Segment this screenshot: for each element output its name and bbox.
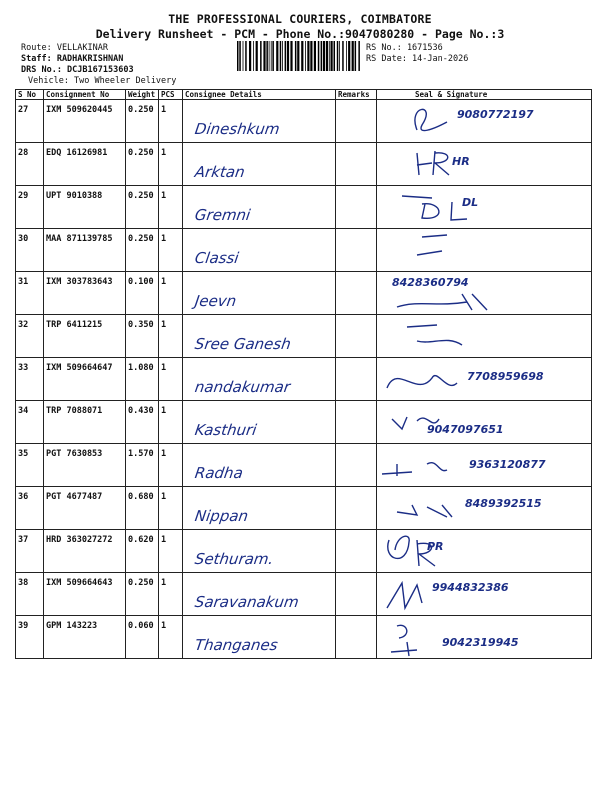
consignee-cell [183,530,336,573]
staff-label: Staff: RADHAKRISHNAN [21,54,124,64]
remarks-cell [336,229,377,272]
consignee-cell [183,186,336,229]
remarks-cell [336,444,377,487]
consignment-no: UPT 9010388 [44,186,126,229]
signature-note: 9363120877 [469,458,546,471]
weight-value: 0.620 [126,530,159,573]
handwritten-signature [377,401,561,443]
pcs-value: 1 [159,186,183,229]
consignee-name: Kasthuri [193,421,258,439]
remarks-cell [336,530,377,573]
col-weight: Weight [126,90,159,100]
consignment-no: IXM 509664647 [44,358,126,401]
row-sno: 36 [16,487,44,530]
pcs-value: 1 [159,315,183,358]
col-sno: S No [16,90,44,100]
table-row [16,100,592,143]
consignee-name: Radha [193,464,245,482]
pcs-value: 1 [159,100,183,143]
remarks-cell [336,143,377,186]
consignee-name: Thanganes [193,636,279,654]
consignee-cell [183,616,336,659]
table-row [16,573,592,616]
company-title: THE PROFESSIONAL COURIERS, COIMBATORE [168,12,432,26]
signature-cell [377,444,592,487]
signature-cell [377,573,592,616]
row-sno: 39 [16,616,44,659]
consignee-name: Arktan [193,163,246,181]
table-row [16,444,592,487]
row-sno: 33 [16,358,44,401]
runsheet-subtitle: Delivery Runsheet - PCM - Phone No.:9047080280 - Page No.:3 [95,27,505,41]
remarks-cell [336,401,377,444]
pcs-value: 1 [159,143,183,186]
signature-cell [377,616,592,659]
table-row [16,530,592,573]
remarks-cell [336,272,377,315]
row-sno: 35 [16,444,44,487]
pcs-value: 1 [159,401,183,444]
handwritten-signature [377,100,561,142]
consignee-cell [183,401,336,444]
table-row [16,143,592,186]
weight-value: 1.080 [126,358,159,401]
handwritten-signature [377,573,561,615]
weight-value: 0.250 [126,100,159,143]
handwritten-signature [377,315,561,357]
consignee-name: nandakumar [193,378,292,396]
weight-value: 0.060 [126,616,159,659]
row-sno: 30 [16,229,44,272]
consignee-name: Nippan [193,507,250,525]
row-sno: 27 [16,100,44,143]
consignee-name: Saravanakum [193,593,300,611]
signature-note: 9080772197 [457,108,534,121]
table-row [16,358,592,401]
col-consignment: Consignment No [44,90,126,100]
signature-note: HR [452,155,470,168]
consignee-cell [183,100,336,143]
runsheet-table [15,89,592,659]
consignment-no: IXM 509620445 [44,100,126,143]
signature-cell [377,143,592,186]
consignee-name: Sree Ganesh [193,335,293,353]
signature-note: PR [427,540,444,553]
consignee-cell [183,487,336,530]
pcs-value: 1 [159,616,183,659]
consignee-cell [183,358,336,401]
signature-note: 7708959698 [467,370,544,383]
signature-note: 9944832386 [432,581,509,594]
remarks-cell [336,186,377,229]
weight-value: 0.350 [126,315,159,358]
signature-cell [377,100,592,143]
drs-number: DRS No.: DCJB167153603 [21,65,134,75]
table-row [16,186,592,229]
consignee-cell [183,143,336,186]
consignee-cell [183,272,336,315]
remarks-cell [336,616,377,659]
signature-note: 8428360794 [392,276,469,289]
consignment-no: PGT 4677487 [44,487,126,530]
row-sno: 29 [16,186,44,229]
vehicle-label: Vehicle: Two Wheeler Delivery [28,76,177,86]
table-header-row [16,90,592,100]
consignee-name: Classi [193,249,240,267]
weight-value: 1.570 [126,444,159,487]
pcs-value: 1 [159,530,183,573]
consignee-name: Dineshkum [193,120,281,138]
consignment-no: TRP 6411215 [44,315,126,358]
row-sno: 28 [16,143,44,186]
consignment-no: PGT 7630853 [44,444,126,487]
col-signature: Seal & Signature [377,90,592,100]
weight-value: 0.250 [126,573,159,616]
handwritten-signature [377,229,561,271]
pcs-value: 1 [159,272,183,315]
table-row [16,272,592,315]
consignment-no: GPM 143223 [44,616,126,659]
consignee-cell [183,573,336,616]
signature-cell [377,186,592,229]
table-row [16,401,592,444]
route-label: Route: VELLAKINAR [21,43,108,53]
weight-value: 0.430 [126,401,159,444]
pcs-value: 1 [159,573,183,616]
consignment-no: IXM 303783643 [44,272,126,315]
barcode-image [237,41,361,71]
consignment-no: TRP 7088071 [44,401,126,444]
consignment-no: HRD 363027272 [44,530,126,573]
remarks-cell [336,100,377,143]
pcs-value: 1 [159,358,183,401]
handwritten-signature [377,530,561,572]
consignment-no: IXM 509664643 [44,573,126,616]
pcs-value: 1 [159,229,183,272]
pcs-value: 1 [159,487,183,530]
consignee-cell [183,444,336,487]
signature-cell [377,358,592,401]
remarks-cell [336,315,377,358]
row-sno: 34 [16,401,44,444]
weight-value: 0.100 [126,272,159,315]
weight-value: 0.680 [126,487,159,530]
row-sno: 32 [16,315,44,358]
col-consignee: Consignee Details [183,90,336,100]
weight-value: 0.250 [126,143,159,186]
row-sno: 31 [16,272,44,315]
consignee-cell [183,315,336,358]
table-row [16,616,592,659]
signature-note: 9042319945 [442,636,519,649]
col-pcs: PCS [159,90,183,100]
signature-cell [377,530,592,573]
signature-cell [377,315,592,358]
rs-date: RS Date: 14-Jan-2026 [366,54,469,64]
table-row [16,229,592,272]
consignee-name: Jeevn [193,292,238,310]
table-row [16,315,592,358]
weight-value: 0.250 [126,186,159,229]
consignee-name: Sethuram. [193,550,275,568]
remarks-cell [336,487,377,530]
signature-note: DL [462,196,479,209]
pcs-value: 1 [159,444,183,487]
row-sno: 37 [16,530,44,573]
signature-cell [377,229,592,272]
consignee-cell [183,229,336,272]
signature-cell [377,401,592,444]
remarks-cell [336,358,377,401]
signature-note: 9047097651 [427,423,504,436]
consignment-no: EDQ 16126981 [44,143,126,186]
consignment-no: MAA 871139785 [44,229,126,272]
weight-value: 0.250 [126,229,159,272]
signature-cell [377,272,592,315]
remarks-cell [336,573,377,616]
row-sno: 38 [16,573,44,616]
table-row [16,487,592,530]
rs-number: RS No.: 1671536 [366,43,443,53]
consignee-name: Gremni [193,206,252,224]
signature-note: 8489392515 [465,497,542,510]
col-remarks: Remarks [336,90,377,100]
signature-cell [377,487,592,530]
